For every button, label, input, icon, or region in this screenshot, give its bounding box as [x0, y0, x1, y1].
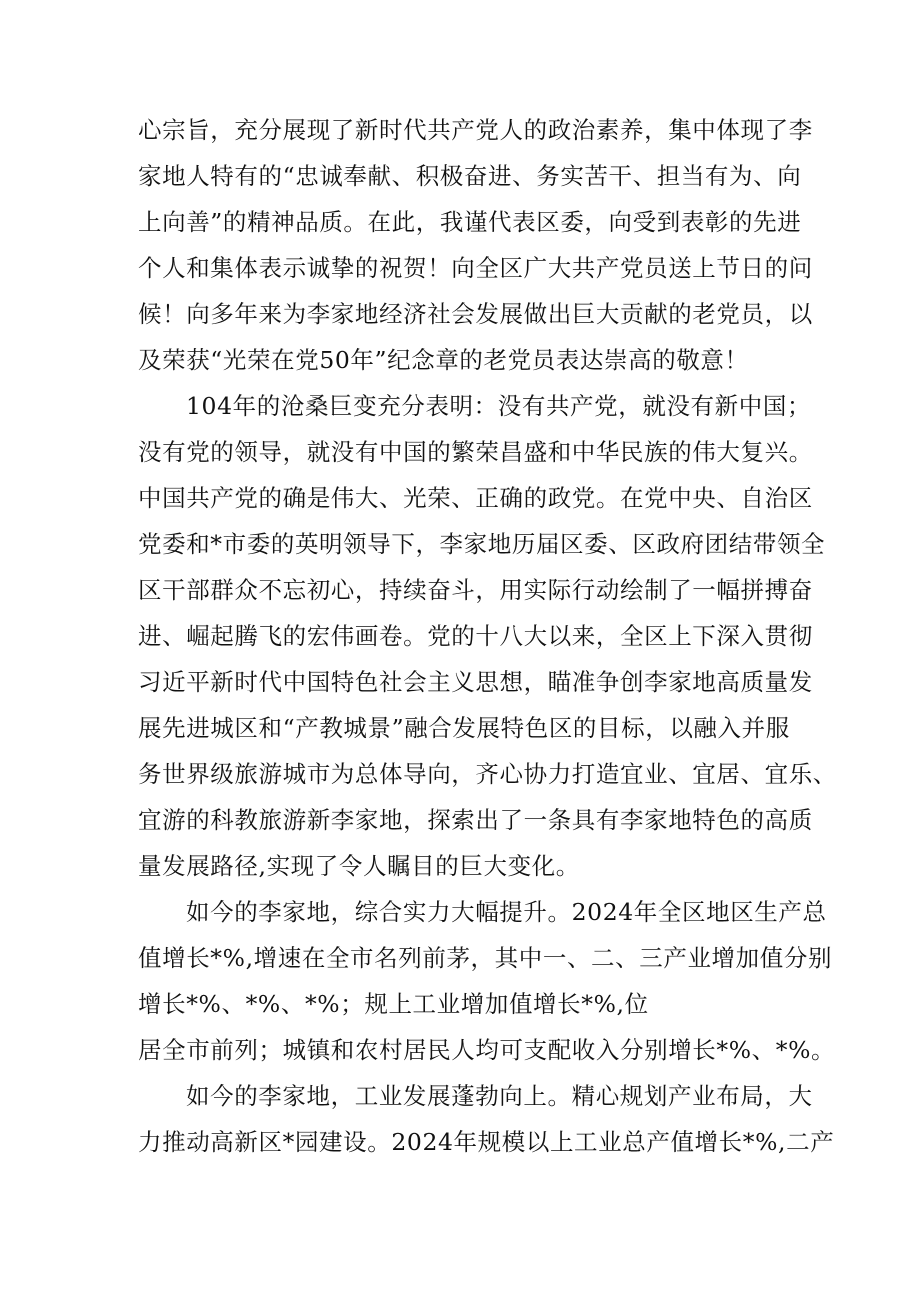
text-line: 如今的李家地，综合实力大幅提升。2024年全区地区生产总 — [186, 898, 827, 926]
text-line: 如今的李家地，工业发展蓬勃向上。精心规划产业布局，大 — [186, 1082, 813, 1110]
text-line: 家地人特有的“忠诚奉献、积极奋进、务实苦干、担当有为、向 — [138, 162, 802, 190]
text-line: 心宗旨，充分展现了新时代共产党人的政治素养，集中体现了李 — [138, 116, 813, 144]
text-line: 104年的沧桑巨变充分表明：没有共产党，就没有新中国； — [186, 392, 812, 420]
text-line: 增长*%、*%、*%；规上工业增加值增长*%,位 — [138, 990, 649, 1018]
text-line: 习近平新时代中国特色社会主义思想，瞄准争创李家地高质量发 — [138, 668, 813, 696]
text-line: 力推动高新区*园建设。2024年规模以上工业总产值增长*%,二产 — [138, 1128, 835, 1156]
text-line: 居全市前列；城镇和农村居民人均可支配收入分别增长*%、*%。 — [138, 1036, 836, 1064]
text-line: 展先进城区和“产教城景”融合发展特色区的目标，以融入并服 — [138, 714, 790, 742]
text-line: 区干部群众不忘初心，持续奋斗，用实际行动绘制了一幅拼搏奋 — [138, 576, 813, 604]
text-line: 及荣获“光荣在党50年”纪念章的老党员表达崇高的敬意！ — [138, 346, 749, 374]
text-line: 中国共产党的确是伟大、光荣、正确的政党。在党中央、自治区 — [138, 484, 813, 512]
text-line: 上向善”的精神品质。在此，我谨代表区委，向受到表彰的先进 — [138, 208, 802, 236]
text-line: 量发展路径,实现了令人瞩目的巨大变化。 — [138, 852, 580, 880]
text-line: 候！向多年来为李家地经济社会发展做出巨大贡献的老党员，以 — [138, 300, 813, 328]
text-line: 没有党的领导，就没有中国的繁荣昌盛和中华民族的伟大复兴。 — [138, 438, 813, 466]
text-line: 务世界级旅游城市为总体导向，齐心协力打造宜业、宜居、宜乐、 — [138, 760, 837, 788]
text-line: 进、崛起腾飞的宏伟画卷。党的十八大以来，全区上下深入贯彻 — [138, 622, 813, 650]
text-line: 个人和集体表示诚挚的祝贺！向全区广大共产党员送上节日的问 — [138, 254, 813, 282]
text-line: 值增长*%,增速在全市名列前茅，其中一、二、三产业增加值分别 — [138, 944, 833, 972]
text-line: 党委和*市委的英明领导下，李家地历届区委、区政府团结带领全 — [138, 530, 826, 558]
text-line: 宜游的科教旅游新李家地，探索出了一条具有李家地特色的高质 — [138, 806, 813, 834]
